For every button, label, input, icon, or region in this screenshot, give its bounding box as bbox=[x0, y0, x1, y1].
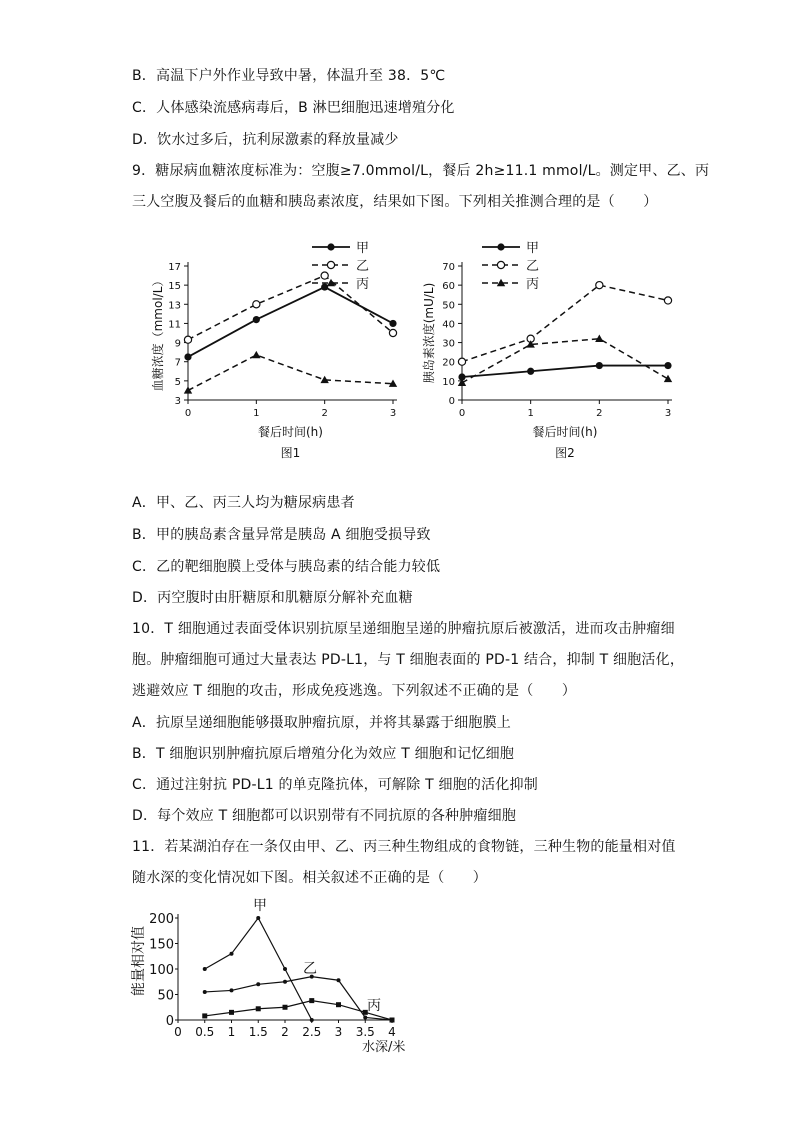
data-point bbox=[664, 362, 671, 369]
question-9-option-b: B．甲的胰岛素含量异常是胰岛 A 细胞受损导致 bbox=[132, 527, 431, 543]
x-tick-label: 4 bbox=[388, 1025, 396, 1039]
question-9-stem-1: 9．糖尿病血糖浓度标准为：空腹≥7.0mmol/L，餐后 2h≥11.1 mmol/L。测定甲、乙、丙 bbox=[132, 163, 710, 179]
x-tick-label: 3.5 bbox=[355, 1025, 375, 1039]
data-point bbox=[283, 967, 287, 971]
y-tick-label: 15 bbox=[168, 281, 181, 293]
legend-label: 丙 bbox=[526, 277, 540, 292]
x-tick-label: 0 bbox=[184, 408, 192, 419]
question-11-stem-2: 随水深的变化情况如下图。相关叙述不正确的是（ ） bbox=[132, 870, 487, 886]
data-point bbox=[337, 978, 341, 982]
y-axis-title: 血糖浓度（mmol/L） bbox=[151, 274, 165, 392]
data-point bbox=[184, 336, 191, 343]
legend-label: 乙 bbox=[526, 259, 540, 274]
series-line-2 bbox=[462, 285, 668, 362]
x-tick-label: 1 bbox=[253, 408, 260, 419]
data-point bbox=[203, 967, 207, 971]
y-tick-label: 30 bbox=[442, 338, 455, 350]
x-axis-title: 水深/米 bbox=[362, 1040, 406, 1055]
legend-marker bbox=[497, 243, 504, 250]
figure-caption: 图2 bbox=[555, 446, 575, 460]
data-point bbox=[309, 998, 314, 1003]
data-point bbox=[256, 982, 260, 986]
legend-label: 甲 bbox=[526, 241, 540, 256]
data-point bbox=[184, 353, 191, 360]
series-label: 丙 bbox=[367, 998, 381, 1014]
option-d-adh: D．饮水过多后，抗利尿激素的释放量减少 bbox=[132, 132, 399, 148]
data-point bbox=[256, 1006, 261, 1011]
data-point bbox=[664, 375, 672, 382]
series-label: 乙 bbox=[303, 961, 317, 977]
figure-3-energy-depth-chart bbox=[130, 895, 430, 1060]
x-tick-label: 2 bbox=[596, 408, 603, 419]
legend-label: 甲 bbox=[356, 241, 370, 256]
x-tick-label: 1 bbox=[227, 1025, 236, 1039]
data-point bbox=[389, 329, 396, 336]
x-axis-title: 餐后时间(h) bbox=[258, 425, 323, 439]
data-point bbox=[390, 1018, 395, 1023]
series-line-1 bbox=[462, 366, 668, 377]
legend-marker bbox=[327, 243, 334, 250]
data-point bbox=[283, 980, 287, 984]
data-point bbox=[596, 362, 603, 369]
figure-caption: 图1 bbox=[280, 446, 301, 460]
y-tick-label: 7 bbox=[174, 357, 181, 369]
question-9-option-c: C．乙的靶细胞膜上受体与胰岛素的结合能力较低 bbox=[132, 559, 441, 575]
figure-1-blood-glucose-chart bbox=[140, 235, 415, 467]
legend-label: 乙 bbox=[356, 259, 370, 274]
x-tick-label: 0.5 bbox=[195, 1025, 215, 1039]
y-tick-label: 100 bbox=[149, 963, 174, 978]
data-point bbox=[230, 952, 234, 956]
data-point bbox=[253, 316, 260, 323]
question-10-option-d: D．每个效应 T 细胞都可以识别带有不同抗原的各种肿瘤细胞 bbox=[132, 808, 517, 824]
x-tick-label: 3 bbox=[664, 408, 672, 419]
x-tick-label: 3 bbox=[334, 1025, 343, 1039]
x-tick-label: 0 bbox=[458, 408, 466, 419]
data-point bbox=[363, 1015, 367, 1019]
x-tick-label: 3 bbox=[389, 408, 397, 419]
data-point bbox=[252, 351, 260, 358]
data-point bbox=[321, 283, 328, 290]
question-9-stem-2: 三人空腹及餐后的血糖和胰岛素浓度，结果如下图。下列相关推测合理的是（ ） bbox=[132, 194, 658, 210]
legend-label: 丙 bbox=[356, 277, 370, 292]
x-tick-label: 1 bbox=[527, 408, 534, 419]
y-tick-label: 11 bbox=[168, 319, 181, 331]
y-tick-label: 150 bbox=[149, 937, 174, 953]
data-point bbox=[336, 1002, 341, 1007]
series-line-3 bbox=[462, 339, 668, 383]
data-point bbox=[527, 368, 534, 375]
series-label: 甲 bbox=[253, 898, 267, 914]
y-tick-label: 40 bbox=[442, 319, 455, 331]
figure-2-insulin-chart bbox=[420, 235, 685, 467]
question-10-option-a: A．抗原呈递细胞能够摄取肿瘤抗原，并将其暴露于细胞膜上 bbox=[132, 715, 511, 731]
question-9-option-d: D．丙空腹时由肝糖原和肌糖原分解补充血糖 bbox=[132, 590, 413, 606]
data-point bbox=[458, 358, 465, 365]
y-tick-label: 20 bbox=[442, 357, 455, 369]
x-axis-title: 餐后时间(h) bbox=[532, 425, 598, 439]
data-point bbox=[229, 1010, 234, 1015]
x-tick-label: 0 bbox=[174, 1025, 182, 1039]
option-b-heatstroke: B．高温下户外作业导致中暑，体温升至 38．5℃ bbox=[132, 68, 446, 84]
data-point bbox=[202, 1013, 207, 1018]
y-tick-label: 13 bbox=[168, 300, 181, 312]
y-tick-label: 0 bbox=[448, 396, 455, 407]
x-tick-label: 2.5 bbox=[302, 1025, 322, 1039]
x-tick-label: 2 bbox=[321, 408, 328, 419]
y-tick-label: 70 bbox=[442, 262, 455, 273]
data-point bbox=[184, 386, 192, 393]
data-point bbox=[253, 301, 260, 308]
y-tick-label: 5 bbox=[174, 376, 181, 388]
y-tick-label: 200 bbox=[149, 912, 174, 927]
x-tick-label: 1.5 bbox=[248, 1025, 268, 1039]
question-10-stem-3: 逃避效应 T 细胞的攻击，形成免疫逃逸。下列叙述不正确的是（ ） bbox=[132, 683, 577, 699]
question-11-stem-1: 11．若某湖泊存在一条仅由甲、乙、丙三种生物组成的食物链，三种生物的能量相对值 bbox=[132, 839, 676, 855]
question-10-stem-2: 胞。肿瘤细胞可通过大量表达 PD-L1，与 T 细胞表面的 PD-1 结合，抑制 T 细胞活化， bbox=[132, 652, 685, 668]
data-point bbox=[283, 1005, 288, 1010]
legend-marker bbox=[497, 261, 504, 268]
question-10-option-c: C．通过注射抗 PD-L1 的单克隆抗体，可解除 T 细胞的活化抑制 bbox=[132, 777, 538, 793]
series-line-3 bbox=[188, 355, 393, 390]
y-tick-label: 10 bbox=[442, 376, 455, 388]
series-line-1 bbox=[188, 287, 393, 357]
question-9-option-a: A．甲、乙、丙三人均为糖尿病患者 bbox=[132, 495, 355, 511]
data-point bbox=[389, 320, 396, 327]
y-tick-label: 50 bbox=[157, 988, 174, 1004]
y-tick-label: 0 bbox=[165, 1014, 174, 1029]
x-tick-label: 2 bbox=[281, 1025, 289, 1039]
data-point bbox=[458, 379, 466, 386]
data-point bbox=[664, 297, 671, 304]
data-point bbox=[310, 1018, 314, 1022]
question-10-option-b: B．T 细胞识别肿瘤抗原后增殖分化为效应 T 细胞和记忆细胞 bbox=[132, 746, 515, 762]
y-tick-label: 60 bbox=[442, 281, 455, 293]
y-axis-title: 能量相对值 bbox=[131, 926, 147, 996]
data-point bbox=[596, 282, 603, 289]
data-point bbox=[203, 990, 207, 994]
y-tick-label: 3 bbox=[174, 396, 181, 407]
y-tick-label: 9 bbox=[174, 338, 181, 350]
y-tick-label: 17 bbox=[168, 262, 181, 273]
option-c-flu: C．人体感染流感病毒后，B 淋巴细胞迅速增殖分化 bbox=[132, 100, 455, 116]
y-tick-label: 50 bbox=[442, 300, 455, 312]
data-point bbox=[321, 272, 328, 279]
legend-marker bbox=[327, 261, 334, 268]
y-axis-title: 胰岛素浓度(mU/L) bbox=[422, 282, 436, 384]
question-10-stem-1: 10．T 细胞通过表面受体识别抗原呈递细胞呈递的肿瘤抗原后被激活，进而攻击肿瘤细 bbox=[132, 621, 675, 637]
data-point bbox=[256, 916, 260, 920]
data-point bbox=[230, 988, 234, 992]
